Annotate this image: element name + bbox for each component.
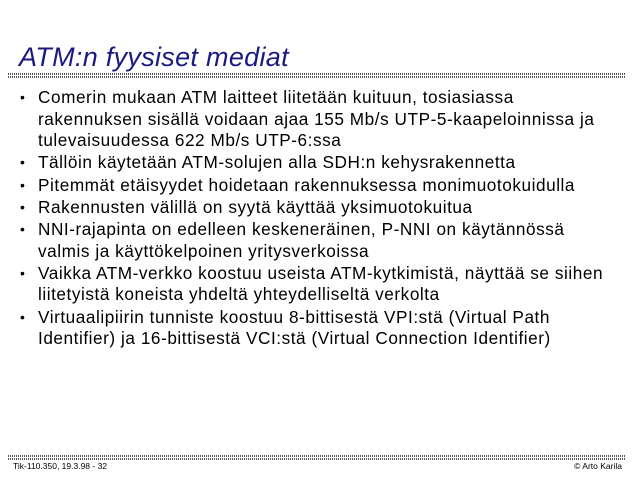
list-item <box>18 87 618 152</box>
bullet-text: NNI-rajapinta on edelleen keskeneräinen, P-NNI on käytännössä valmis ja käyttökelpoinen yritysverkoissa <box>38 218 565 261</box>
bullet-text: Vaikka ATM-verkko koostuu useista ATM-kytkimistä, näyttää se siihen liitetyistä koneista yhdeltä yhteydelliseltä verkolta <box>38 262 604 305</box>
list-item <box>18 263 618 306</box>
footer-course-info: Tik-110.350, 19.3.98 - 32 <box>13 461 108 471</box>
bullet-icon: • <box>20 198 25 215</box>
title-divider-bottom <box>8 76 626 78</box>
list-item <box>18 152 618 174</box>
footer-divider-top <box>8 455 626 457</box>
bullet-text: Virtuaalipiirin tunniste koostuu 8-bittisestä VPI:stä (Virtual Path Identifier) ja 16-bittisestä VCI:stä (Virtual Connection Identifier) <box>38 306 551 349</box>
footer-copyright: © Arto Karila <box>574 461 622 471</box>
footer-divider-bottom <box>8 458 626 460</box>
list-item <box>18 175 618 197</box>
bullet-icon: • <box>20 220 25 237</box>
bullet-text: Rakennusten välillä on syytä käyttää yksimuotokuitua <box>38 196 473 217</box>
bullet-text: Tällöin käytetään ATM-solujen alla SDH:n kehysrakennetta <box>38 152 516 173</box>
slide-title: ATM:n fyysiset mediat <box>19 42 289 72</box>
title-divider-top <box>8 73 626 75</box>
list-item <box>18 307 618 350</box>
bullet-text: Pitemmät etäisyydet hoidetaan rakennuksessa monimuotokuidulla <box>38 174 576 195</box>
bullet-icon: • <box>20 176 25 193</box>
list-item <box>18 197 618 219</box>
bullet-text: Comerin mukaan ATM laitteet liitetään kuituun, tosiasiassa rakennuksen sisällä voidaan ajaa 155 Mb/s UTP-5-kaapeloinnissa ja tulevaisuudessa 622 Mb/s UTP-6:ssa <box>38 87 595 151</box>
bullet-icon: • <box>20 89 25 105</box>
bullet-icon: • <box>20 154 25 171</box>
bullet-icon: • <box>20 264 25 281</box>
bullet-icon: • <box>20 308 25 325</box>
bullet-list <box>18 87 618 350</box>
list-item <box>18 219 618 262</box>
